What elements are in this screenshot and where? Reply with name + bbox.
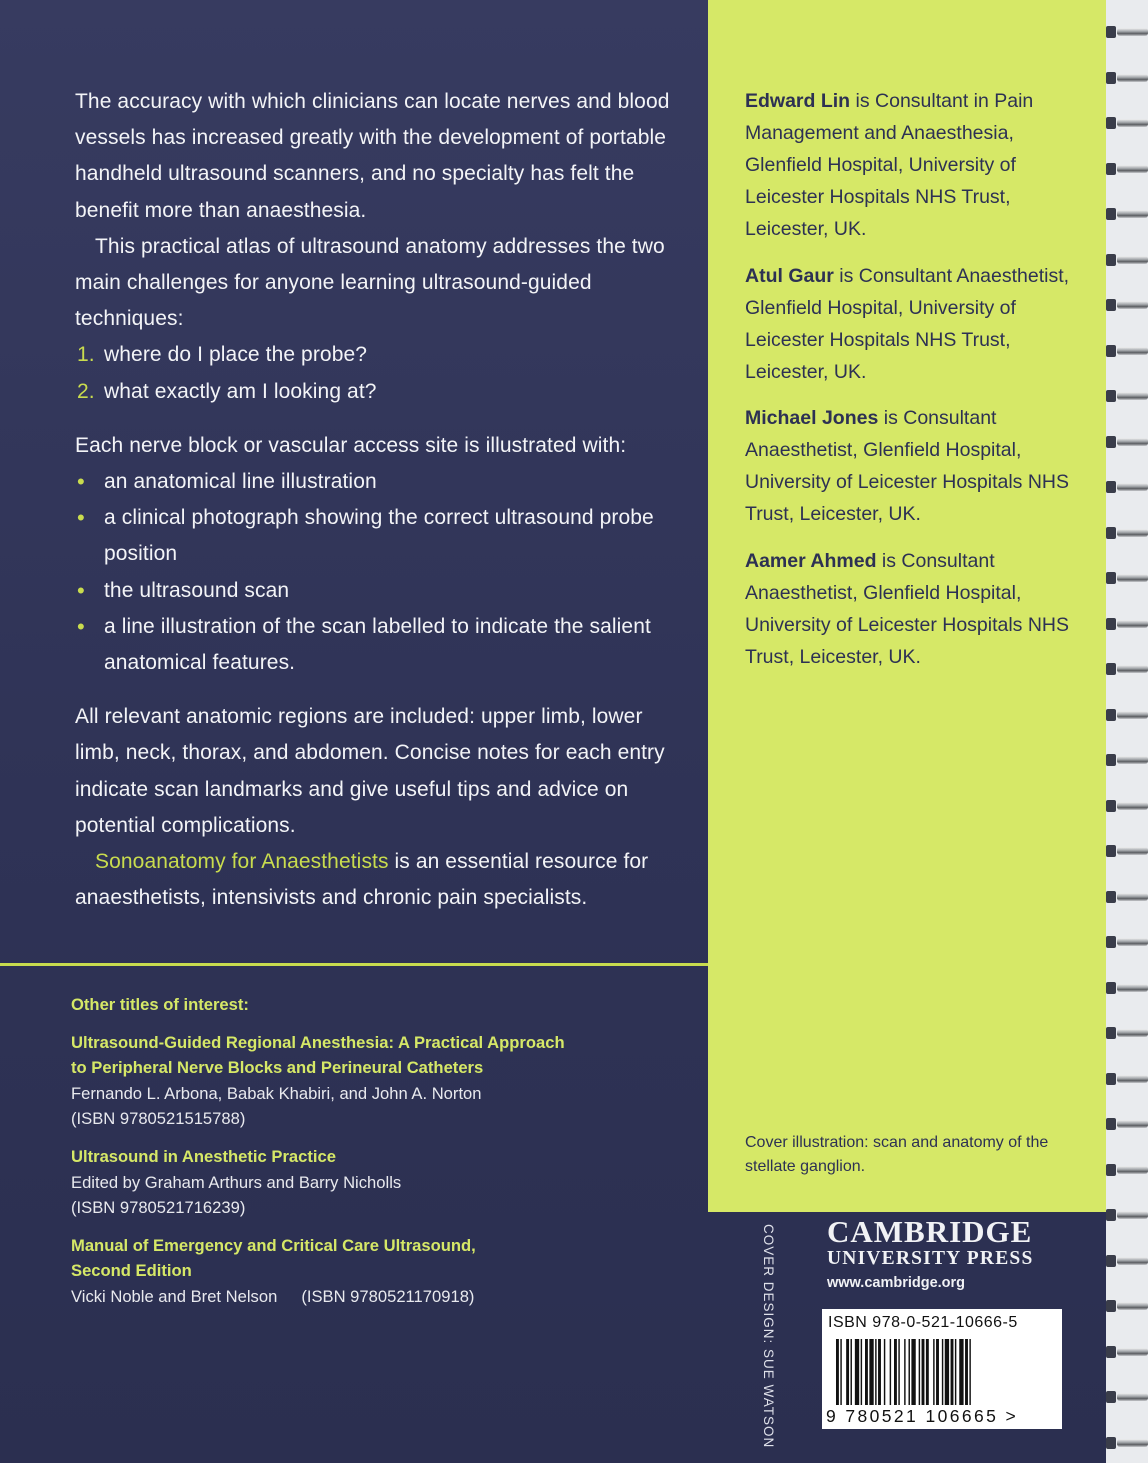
coil-loop	[1117, 665, 1148, 673]
author-description: is Consultant Anaesthetist, Glenfield Hospital, University of Leicester Hospitals NHS Trust, Leicester, UK.	[745, 549, 1070, 668]
other-title-isbn: (ISBN 9780521170918)	[301, 1286, 475, 1306]
other-title-authors: Vicki Noble and Bret Nelson	[71, 1286, 278, 1306]
binding-hole	[1106, 572, 1116, 584]
coil-loop	[1117, 847, 1148, 855]
author-name: Edward Lin	[745, 90, 851, 112]
blurb-paragraph-2: This practical atlas of ultrasound anatomy addresses the two main challenges for anyone learning ultrasound-guided techniques:	[75, 234, 665, 331]
coil-loop	[1117, 711, 1148, 719]
binding-hole	[1106, 845, 1116, 857]
binding-hole	[1106, 390, 1116, 402]
coil-loop	[1117, 893, 1148, 901]
other-title-name: Manual of Emergency and Critical Care Ultrasound,	[71, 1235, 476, 1255]
other-titles	[71, 992, 631, 1322]
barcode-stripe	[865, 1339, 868, 1405]
coil-loop	[1117, 529, 1148, 537]
bullet-item	[75, 609, 685, 681]
coil-loop	[1117, 438, 1148, 446]
other-title-entry	[71, 1030, 631, 1132]
binding-hole	[1106, 1255, 1116, 1267]
bullet-text: a clinical photograph showing the correct ultrasound probe position	[104, 506, 654, 566]
barcode-stripe	[922, 1339, 925, 1405]
question-number: 2.	[77, 379, 95, 403]
barcode-stripe	[875, 1339, 876, 1405]
publisher-name: CAMBRIDGE	[827, 1214, 1033, 1249]
spacer	[75, 410, 685, 428]
coil-loop	[1117, 1029, 1148, 1037]
binding-hole	[1106, 1073, 1116, 1085]
barcode-stripe	[855, 1339, 859, 1405]
author-bio	[745, 260, 1095, 388]
coil-loop	[1117, 301, 1148, 309]
coil-loop	[1117, 620, 1148, 628]
binding-hole	[1106, 1391, 1116, 1403]
barcode-stripe	[890, 1339, 891, 1405]
author-bio	[745, 402, 1095, 530]
barcode-stripe	[869, 1339, 873, 1405]
barcode-stripe	[851, 1339, 852, 1405]
other-title-name: Second Edition	[71, 1261, 192, 1281]
barcode-stripe	[955, 1339, 956, 1405]
barcode-bars	[836, 1339, 1054, 1405]
binding-hole	[1106, 982, 1116, 994]
coil-loop	[1117, 1166, 1148, 1174]
blurb-paragraph-4: All relevant anatomic regions are included: upper limb, lower limb, neck, thorax, and abdomen. Concise notes for each entry indicate scan landmarks and give useful tips and advice on potential complications.	[75, 705, 665, 837]
author-bios	[745, 85, 1095, 687]
binding-hole	[1106, 1164, 1116, 1176]
binding-hole	[1106, 117, 1116, 129]
barcode-stripe	[951, 1339, 954, 1405]
blurb	[75, 84, 685, 916]
coil-loop	[1117, 1302, 1148, 1310]
cover-design-credit	[761, 1224, 794, 1449]
isbn-label: ISBN 978-0-521-10666-5	[828, 1314, 1018, 1331]
binding-hole	[1106, 663, 1116, 675]
barcode-stripe	[965, 1339, 968, 1405]
coil-loop	[1117, 210, 1148, 218]
coil-loop	[1117, 1393, 1148, 1401]
author-description: is Consultant Anaesthetist, Glenfield Hospital, University of Leicester Hospitals NHS Trust, Leicester, UK.	[745, 407, 1070, 525]
barcode-stripe	[861, 1339, 862, 1405]
other-titles-heading: Other titles of interest:	[71, 995, 249, 1014]
barcode-stripe	[846, 1339, 849, 1405]
question-number: 1.	[77, 343, 95, 367]
barcode-stripe	[878, 1339, 881, 1405]
publisher-url: www.cambridge.org	[827, 1275, 966, 1291]
bullet-icon: •	[77, 577, 85, 603]
coil-loop	[1117, 483, 1148, 491]
other-title-authors: Edited by Graham Arthurs and Barry Nicholls	[71, 1172, 402, 1192]
bullet-text: the ultrasound scan	[104, 578, 290, 602]
barcode-graphic	[836, 1339, 1054, 1405]
coil-loop	[1117, 1439, 1148, 1447]
bullet-icon: •	[77, 613, 85, 639]
isbn-barcode	[822, 1309, 1062, 1429]
author-name: Michael Jones	[745, 407, 879, 429]
bullet-text: a line illustration of the scan labelled to indicate the salient anatomical features.	[104, 614, 651, 675]
author-description: is Consultant in Pain Management and Anaesthesia, Glenfield Hospital, University of Leicester Hospitals NHS Trust, Leicester, UK.	[745, 90, 1034, 240]
coil-loop	[1117, 984, 1148, 992]
coil-loop	[1117, 938, 1148, 946]
bullet-icon: •	[77, 505, 85, 531]
binding-hole	[1106, 891, 1116, 903]
barcode-stripe	[926, 1339, 929, 1405]
book-title: Sonoanatomy for Anaesthetists	[95, 850, 389, 874]
barcode-stripe	[904, 1339, 905, 1405]
question-text: where do I place the probe?	[104, 343, 368, 367]
barcode-stripe	[840, 1339, 841, 1405]
coil-loop	[1117, 574, 1148, 582]
barcode-stripe	[936, 1339, 939, 1405]
binding-hole	[1106, 345, 1116, 357]
blurb-paragraph-5-text: is an essential resource for anaesthetists, intensivists and chronic pain specialists.	[75, 850, 649, 910]
bullet-text: an anatomical line illustration	[104, 470, 377, 494]
coil-loop	[1117, 347, 1148, 355]
author-description: is Consultant Anaesthetist, Glenfield Hospital, University of Leicester Hospitals NHS Trust, Leicester, UK.	[745, 264, 1070, 383]
coil-loop	[1117, 119, 1148, 127]
coil-loop	[1117, 1348, 1148, 1356]
coil-loop	[1117, 756, 1148, 764]
publisher-subname: UNIVERSITY PRESS	[827, 1248, 1034, 1269]
barcode-stripe	[911, 1339, 915, 1405]
binding-hole	[1106, 1300, 1116, 1312]
coil-loop	[1117, 392, 1148, 400]
author-bio	[745, 545, 1095, 673]
coil-loop	[1117, 802, 1148, 810]
question-item	[75, 374, 685, 410]
coil-loop	[1117, 165, 1148, 173]
barcode-stripe	[909, 1339, 910, 1405]
barcode-stripe	[959, 1339, 963, 1405]
author-bio	[745, 85, 1095, 245]
binding-hole	[1106, 163, 1116, 175]
question-text: what exactly am I looking at?	[104, 379, 377, 403]
binding-hole	[1106, 936, 1116, 948]
barcode-digits: 9 780521 106665 >	[826, 1406, 1019, 1426]
other-title-entry	[71, 1144, 631, 1221]
binding-hole	[1106, 1346, 1116, 1358]
other-title-name: Ultrasound-Guided Regional Anesthesia: A Practical Approach	[71, 1032, 565, 1052]
barcode-stripe	[836, 1339, 839, 1405]
binding-hole	[1106, 208, 1116, 220]
coil-loop	[1117, 1257, 1148, 1265]
binding-hole	[1106, 527, 1116, 539]
publisher-logo	[827, 1216, 1067, 1291]
cover-design-text: COVER DESIGN: SUE WATSON	[761, 1224, 776, 1449]
other-title-authors-isbn	[71, 1284, 631, 1310]
binding-hole	[1106, 618, 1116, 630]
binding-hole	[1106, 1437, 1116, 1449]
barcode-stripe	[969, 1339, 970, 1405]
other-title-name: Ultrasound in Anesthetic Practice	[71, 1146, 336, 1166]
other-title-name: to Peripheral Nerve Blocks and Perineural Catheters	[71, 1058, 484, 1078]
barcode-stripe	[894, 1339, 897, 1405]
other-title-isbn: (ISBN 9780521515788)	[71, 1109, 246, 1129]
question-item	[75, 337, 685, 373]
binding-hole	[1106, 1209, 1116, 1221]
author-name: Atul Gaur	[745, 264, 834, 287]
coil-loop	[1117, 1075, 1148, 1083]
coil-loop	[1117, 1120, 1148, 1128]
binding-hole	[1106, 436, 1116, 448]
barcode-stripe	[898, 1339, 899, 1405]
barcode-stripe	[919, 1339, 920, 1405]
bullet-icon: •	[77, 469, 85, 495]
barcode-stripe	[884, 1339, 885, 1405]
binding-hole	[1106, 709, 1116, 721]
binding-hole	[1106, 72, 1116, 84]
binding-hole	[1106, 26, 1116, 38]
coil-loop	[1117, 28, 1148, 36]
bullet-item	[75, 573, 685, 609]
author-name: Aamer Ahmed	[745, 549, 877, 572]
bullet-item	[75, 464, 685, 500]
coil-loop	[1117, 256, 1148, 264]
other-title-authors: Fernando L. Arbona, Babak Khabiri, and John A. Norton	[71, 1083, 482, 1103]
barcode-stripe	[942, 1339, 943, 1405]
other-title-entry	[71, 1233, 631, 1310]
spacer	[75, 681, 685, 699]
divider-line	[0, 963, 708, 966]
coil-loop	[1117, 1211, 1148, 1219]
binding-hole	[1106, 754, 1116, 766]
blurb-paragraph-5	[75, 844, 685, 916]
binding-hole	[1106, 299, 1116, 311]
binding-hole	[1106, 481, 1116, 493]
binding-hole	[1106, 800, 1116, 812]
other-title-isbn: (ISBN 9780521716239)	[71, 1198, 246, 1218]
blurb-paragraph-3: Each nerve block or vascular access site is illustrated with:	[75, 433, 627, 457]
barcode-stripe	[945, 1339, 949, 1405]
blurb-paragraph-1: The accuracy with which clinicians can locate nerves and blood vessels has increased greatly with the development of portable handheld ultrasound scanners, and no specialty has felt the benefit more than anaesthesia.	[75, 90, 670, 222]
cover-illustration-credit: Cover illustration: scan and anatomy of the stellate ganglion.	[745, 1134, 1049, 1175]
coil-loop	[1117, 74, 1148, 82]
binding-hole	[1106, 254, 1116, 266]
binding-hole	[1106, 1118, 1116, 1130]
binding-hole	[1106, 1027, 1116, 1039]
bullet-item	[75, 500, 685, 572]
barcode-stripe	[933, 1339, 934, 1405]
